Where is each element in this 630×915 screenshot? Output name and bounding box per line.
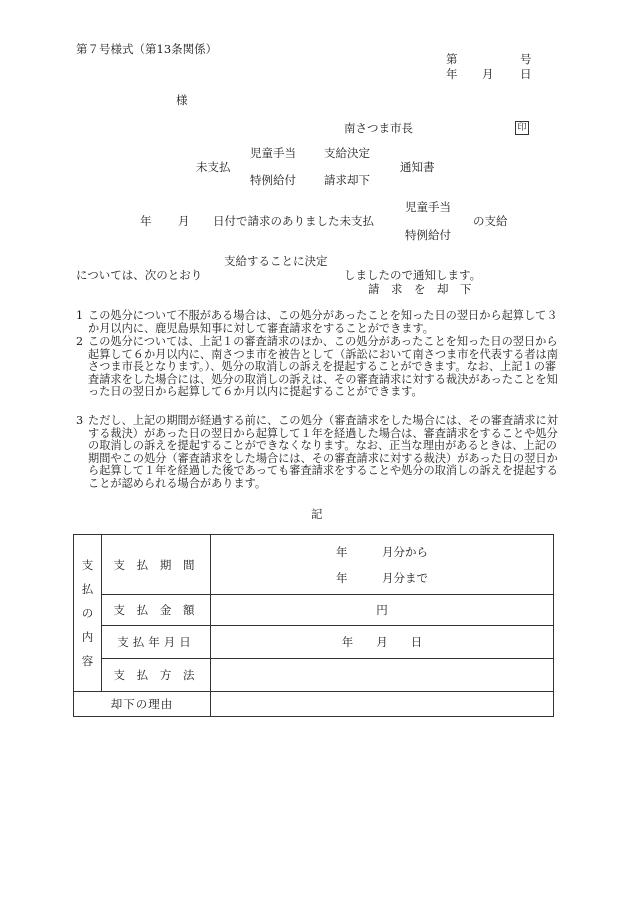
doc-number-prefix: 第 [446,52,458,66]
issue-date-day: 日 [520,67,532,81]
seal-mark: 印 [515,121,529,135]
payment-period-to: 年 月分まで [336,570,428,585]
payment-method-value [211,659,554,692]
issuer-name: 南さつま市長 [344,121,413,135]
payment-period-label: 支 払 期 間 [102,535,211,595]
form-number: 第７号様式（第13条関係） [76,42,218,56]
title-unpaid: 未支払 [196,160,231,174]
payment-method-label: 支 払 方 法 [102,659,211,692]
body-notify-tail: しましたので通知します。 [344,268,482,282]
title-notice: 通知書 [400,160,435,174]
payment-content-side-label: 支 払 の 内 容 [74,535,102,692]
body-option-rejected: 請 求 を 却 下 [368,282,472,296]
doc-number-suffix: 号 [520,52,532,66]
ki-mark: 記 [311,507,323,521]
title-child-allowance: 児童手当 [250,146,296,160]
payment-detail-table [73,534,554,717]
body-request-month: 月 [178,214,190,228]
payment-date-label: 支払年月日 [102,626,211,659]
body-option-child-allowance: 児童手当 [405,200,451,214]
body-as-follows: については、次のとおり [76,268,203,282]
note-1: 1 この処分について不服がある場合は、この処分があったことを知った日の翌日から起算して３か月以内に、鹿児島県知事に対して審査請求をすることができます。 [76,309,558,335]
note-3-text: ただし、上記の期間が経過する前に、この処分（審査請求をした場合には、その審査請求に対する裁決）があった日の翌日から起算して１年を経過した場合は、審査請求をすることや処分の取消しの訴えを提起することができなくなります。なお、正当な理由があるときは、上記の期間やこの処分（審査請求をした場合には、その審査請求に対する裁決）があった日の翌日から起算して１年を経過した後であっても審査請求をすることや処分の取消しの訴えを提起することが認められる場合があります。 [88,414,558,490]
body-request-year: 年 [140,214,152,228]
payment-amount-value: 円 [211,595,554,626]
note-2-text: この処分については、上記１の審査請求のほか、この処分があったことを知った日の翌日から起算して６か月以内に、南さつま市を被告として（訴訟において南さつま市を代表する者は南さつま市長となります。）、処分の取消しの訴えを提起することができます。なお、上記１の審査請求をした場合には、処分の取消しの訴えは、その審査請求に対する裁決があったことを知った日の翌日から起算して６か月以内に提起することができます。 [88,335,558,399]
rejection-reason-label: 却下の理由 [74,692,211,717]
issue-date-year: 年 [446,67,458,81]
body-option-special-benefit: 特例給付 [405,228,451,242]
rejection-reason-value [211,692,554,717]
body-payment-tail: の支給 [473,214,508,228]
note-1-text: この処分について不服がある場合は、この処分があったことを知った日の翌日から起算して３か月以内に、鹿児島県知事に対して審査請求をすることができます。 [88,309,558,335]
note-2: 2 この処分については、上記１の審査請求のほか、この処分があったことを知った日の翌日から起算して６か月以内に、南さつま市を被告として（訴訟において南さつま市を代表する者は南さつま市長となります。）、処分の取消しの訴えを提起することができます。なお、上記１の審査請求をした場合には、処分の取消しの訴えは、その審査請求に対する裁決があったことを知った日の翌日から起算して６か月以内に提起することができます。 [76,335,558,399]
payment-period-from: 年 月分から [336,544,428,559]
title-payment-decision: 支給決定 [324,146,370,160]
payment-date-value: 年 月 日 [211,626,554,659]
title-request-rejected: 請求却下 [324,173,370,187]
issue-date-month: 月 [482,67,494,81]
body-request-text: 日付で請求のありました未支払 [213,214,374,228]
addressee-honorific: 様 [176,93,188,107]
payment-amount-label: 支 払 金 額 [102,595,211,626]
payment-period-value [211,535,554,595]
note-3: 3 ただし、上記の期間が経過する前に、この処分（審査請求をした場合には、その審査請求に対する裁決）があった日の翌日から起算して１年を経過した場合は、審査請求をすることや処分の取消しの訴えを提起することができなくなります。なお、正当な理由があるときは、上記の期間やこの処分（審査請求をした場合には、その審査請求に対する裁決）があった日の翌日から起算して１年を経過した後であっても審査請求をすることや処分の取消しの訴えを提起することが認められる場合があります。 [76,414,558,490]
body-option-decided: 支給することに決定 [224,254,328,268]
title-special-benefit: 特例給付 [250,173,296,187]
